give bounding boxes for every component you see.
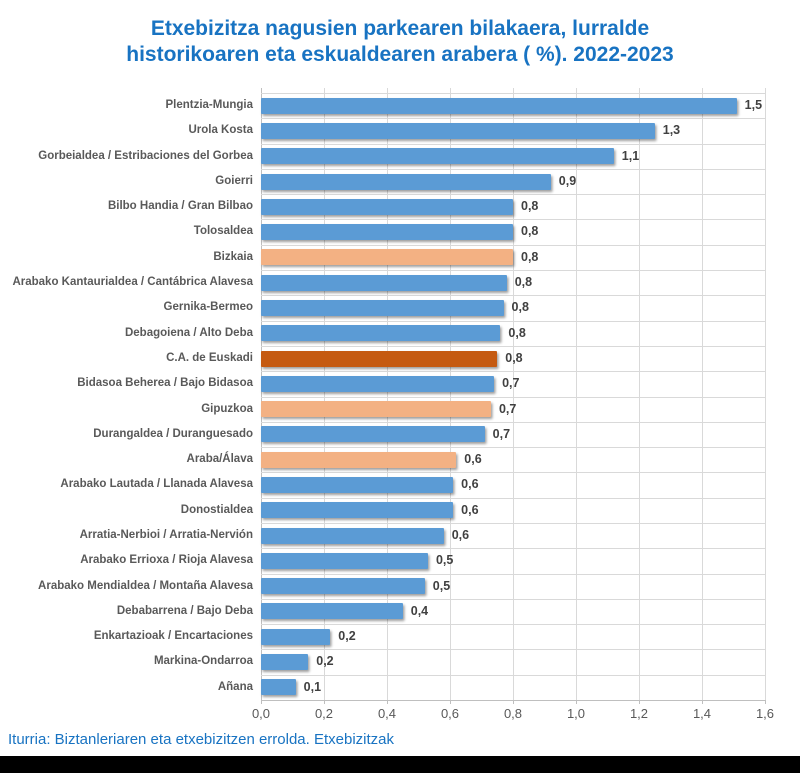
value-label: 1,3 (662, 123, 681, 138)
category-label: Donostialdea (180, 503, 253, 516)
category-label: Bizkaia (213, 250, 253, 263)
value-label: 0,8 (511, 300, 529, 315)
value-label: 0,7 (498, 401, 517, 416)
value-label: 0,6 (451, 527, 470, 542)
value-label: 0,6 (461, 477, 479, 492)
chart-title-line-2: historikoaren eta eskualdearen arabera ( %). 2022-2023 (126, 43, 674, 66)
value-label: 0,1 (303, 679, 322, 694)
x-tick-label: 0,0 (251, 706, 271, 721)
category-label: Urola Kosta (188, 124, 253, 137)
value-label: 0,6 (461, 502, 479, 517)
value-label: 0,2 (316, 654, 334, 669)
value-label: 0,5 (432, 578, 451, 593)
category-label: Plentzia-Mungia (165, 99, 253, 111)
x-tick-label: 1,0 (566, 706, 586, 721)
x-tick-label: 1,6 (755, 706, 775, 721)
value-label: 0,8 (514, 275, 533, 290)
x-tick-label: 0,8 (503, 706, 523, 721)
value-label: 0,7 (502, 376, 520, 391)
value-label: 0,8 (521, 224, 539, 239)
category-label: Bidasoa Beherea / Bajo Bidasoa (77, 377, 253, 390)
category-label: Debabarrena / Bajo Deba (116, 604, 253, 617)
category-label: Goierri (215, 174, 253, 187)
value-label: 0,8 (521, 199, 539, 214)
x-tick-label: 1,2 (629, 706, 649, 721)
category-label: Durangaldea / Duranguesado (93, 427, 253, 440)
category-label: Gorbeialdea / Estribaciones del Gorbea (38, 149, 253, 162)
x-tick-label: 0,2 (314, 706, 334, 721)
category-label: Arabako Errioxa / Rioja Alavesa (80, 554, 253, 567)
value-label: 0,8 (505, 350, 523, 365)
category-label: Markina-Ondarroa (153, 655, 253, 668)
category-label: Añana (217, 680, 253, 693)
x-tick-label: 0,4 (377, 706, 397, 721)
value-label: 0,8 (508, 325, 526, 340)
value-label: 0,2 (338, 629, 356, 644)
category-label: Enkartazioak / Encartaciones (93, 630, 253, 643)
category-label: C.A. de Euskadi (166, 351, 253, 364)
chart-title-line-1: Etxebizitza nagusien parkearen bilakaera, lurralde (150, 17, 650, 40)
category-label: Debagoiena / Alto Deba (124, 326, 253, 339)
category-label: Arratia-Nerbioi / Arratia-Nervión (79, 528, 253, 541)
category-label: Arabako Lautada / Llanada Alavesa (60, 478, 253, 491)
value-label: 0,5 (435, 553, 454, 568)
value-label: 0,7 (492, 426, 511, 441)
value-label: 0,4 (410, 603, 429, 618)
category-label: Arabako Mendialdea / Montaña Alavesa (38, 579, 253, 592)
category-label: Gipuzkoa (201, 402, 253, 415)
footer-bar (0, 756, 800, 773)
value-label: 0,9 (558, 173, 577, 188)
x-tick-label: 1,4 (692, 706, 712, 721)
category-label: Arabako Kantaurialdea / Cantábrica Alavesa (12, 276, 253, 289)
category-label: Bilbo Handia / Gran Bilbao (107, 200, 253, 213)
category-label: Tolosaldea (193, 225, 253, 238)
category-label: Araba/Álava (186, 453, 253, 466)
value-label: 1,1 (621, 148, 640, 163)
value-label: 1,5 (744, 98, 763, 112)
value-label: 0,8 (521, 249, 539, 264)
category-label: Gernika-Bermeo (163, 301, 253, 314)
value-label: 0,6 (464, 452, 482, 467)
source-note: Iturria: Biztanleriaren eta etxebizitzen errolda. Etxebizitzak (8, 731, 395, 748)
x-tick-label: 0,6 (440, 706, 460, 721)
